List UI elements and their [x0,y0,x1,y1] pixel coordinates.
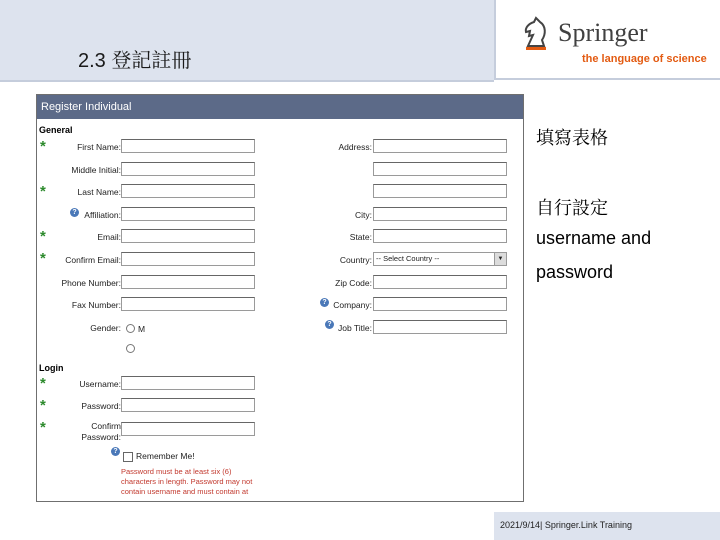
required-star-icon: * [40,375,46,392]
help-icon[interactable]: ? [320,298,329,307]
address-input-1[interactable] [373,139,507,153]
first-name-label: First Name: [77,142,121,152]
email-input[interactable] [121,229,255,243]
footer-date: 2021/9/14 [500,520,541,530]
logo-name: Springer [558,18,648,47]
header-rule [496,78,720,80]
company-label: Company: [333,300,372,310]
confirm-password-label-line2: Password: [81,432,121,442]
help-icon[interactable]: ? [325,320,334,329]
email-label: Email: [97,232,121,242]
required-star-icon: * [40,419,46,436]
knight-chess-icon [520,16,552,52]
note-username-and: username and [536,228,652,248]
affiliation-input[interactable] [121,207,255,221]
country-select[interactable] [373,252,507,266]
company-input[interactable] [373,297,507,311]
last-name-label: Last Name: [77,187,121,197]
footer [500,520,632,530]
springer-logo [520,14,710,70]
slide-title: 2.3 登記註冊 [78,50,192,72]
username-input[interactable] [121,376,255,390]
confirm-email-input[interactable] [121,252,255,266]
gender-radio-f[interactable] [126,344,135,353]
confirm-password-label-line1: Confirm [91,421,121,431]
remember-me-checkbox[interactable] [123,452,133,462]
required-star-icon: * [40,228,46,245]
state-label: State: [349,232,372,242]
country-select-value: -- Select Country -- [376,254,440,263]
note-fill-form: 填寫表格 [536,128,608,148]
note-password: password [536,262,614,282]
gender-radio-m[interactable] [126,324,135,333]
gender-option-m-label: M [138,324,146,334]
last-name-input[interactable] [121,184,255,198]
logo-tagline: the language of science [582,53,707,65]
confirm-email-label: Confirm Email: [65,255,121,265]
phone-number-label: Phone Number: [61,278,121,288]
city-input[interactable] [373,207,507,221]
required-star-icon: * [40,183,46,200]
job-title-input[interactable] [373,320,507,334]
required-star-icon: * [40,138,46,155]
address-input-2[interactable] [373,162,507,176]
fax-number-label: Fax Number: [71,300,121,310]
confirm-password-input[interactable] [121,422,255,436]
fax-number-input[interactable] [121,297,255,311]
address-input-3[interactable] [373,184,507,198]
help-icon[interactable]: ? [111,447,120,456]
password-help-text: Password must be at least six (6) characters in length. Password may not contain username and must contain at [121,467,253,496]
note-self-set: 自行設定 [536,198,608,218]
chevron-down-icon[interactable]: ▼ [494,253,506,265]
zip-code-input[interactable] [373,275,507,289]
footer-separator: | [540,520,543,530]
job-title-label: Job Title: [337,323,372,333]
city-label: City: [355,210,372,220]
form-title-bar: Register Individual [37,95,523,119]
required-star-icon: * [40,250,46,267]
registration-form-screenshot [36,94,524,502]
phone-number-input[interactable] [121,275,255,289]
password-input[interactable] [121,398,255,412]
header-divider [494,0,496,80]
footer-label: Springer.Link Training [544,520,632,530]
country-label: Country: [339,255,372,265]
middle-initial-label: Middle Initial: [71,165,121,175]
first-name-input[interactable] [121,139,255,153]
zip-code-label: Zip Code: [335,278,372,288]
state-input[interactable] [373,229,507,243]
required-star-icon: * [40,397,46,414]
login-heading: Login [39,363,64,373]
username-label: Username: [79,379,121,389]
remember-me-label: Remember Me! [136,451,195,461]
address-label: Address: [338,142,372,152]
general-heading: General [39,125,73,135]
affiliation-label: Affiliation: [84,210,121,220]
gender-label: Gender: [90,323,121,333]
help-icon[interactable]: ? [70,208,79,217]
middle-initial-input[interactable] [121,162,255,176]
password-label: Password: [81,401,121,411]
header-band [0,0,494,82]
